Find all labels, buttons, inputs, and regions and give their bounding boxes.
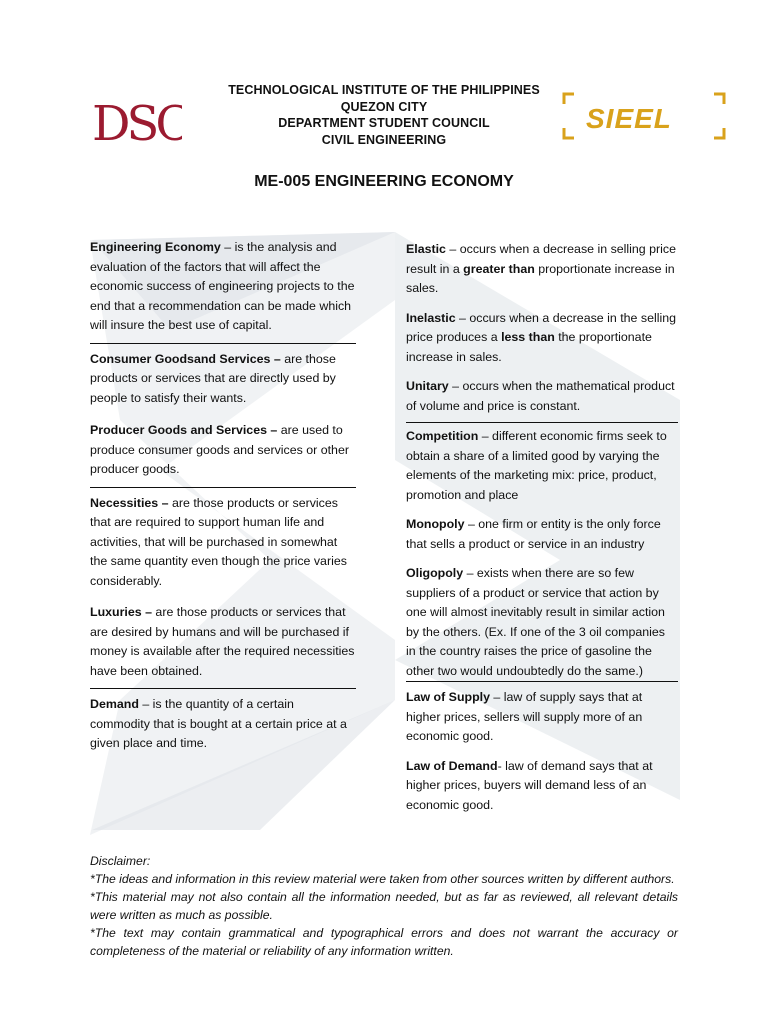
term-definition: – one firm or entity is the only force that sells a product or service in an industry bbox=[406, 517, 661, 551]
left-column bbox=[90, 238, 356, 754]
divider bbox=[90, 487, 356, 488]
disclaimer-line: *This material may not also contain all the information needed, but as far as reviewed, all relevant details were written as much as possible. bbox=[90, 890, 678, 922]
divider bbox=[90, 343, 356, 344]
term-label: Monopoly bbox=[406, 517, 465, 531]
divider bbox=[406, 681, 678, 682]
header-institute: TECHNOLOGICAL INSTITUTE OF THE PHILIPPINES bbox=[228, 83, 540, 97]
term-definition: – occurs when a decrease in the selling price produces a bbox=[406, 310, 676, 344]
term-label: Luxuries – bbox=[90, 605, 152, 619]
entry-law-of-demand bbox=[406, 757, 678, 816]
term-label: Engineering Economy bbox=[90, 240, 221, 254]
entry-oligopoly bbox=[406, 564, 678, 681]
disclaimer bbox=[90, 852, 678, 960]
disclaimer-line: *The ideas and information in this review material were taken from other sources written by different authors. bbox=[90, 872, 675, 886]
entry-luxuries bbox=[90, 603, 356, 681]
entry-necessities bbox=[90, 494, 356, 592]
term-definition: – is the analysis and evaluation of the factors that will affect the economic success of engineering projects to the end that a recommendation can be made which will insure the best use of capital. bbox=[90, 240, 355, 332]
term-label: Law of Demand bbox=[406, 758, 498, 773]
term-definition: are those products or services that are directly used by people to satisfy their wants. bbox=[90, 351, 336, 405]
term-definition: are used to produce consumer goods and services or other producer goods. bbox=[90, 423, 349, 476]
term-definition: – different economic firms seek to obtain a share of a limited good by varying the elements of the marketing mix: price, product, promotion and place bbox=[406, 429, 667, 502]
entry-inelastic bbox=[406, 309, 678, 368]
header-program: CIVIL ENGINEERING bbox=[321, 132, 447, 147]
entry-demand bbox=[90, 695, 356, 754]
term-definition: are those products or services that are required to support human life and activities, that will be purchased in somewhat the same quantity even though the price varies considerably. bbox=[90, 495, 347, 588]
term-definition: – occurs when a decrease in selling price result in a bbox=[406, 242, 676, 276]
institution-header bbox=[0, 82, 768, 148]
term-label: Law of Supply bbox=[406, 690, 490, 704]
entry-monopoly bbox=[406, 515, 678, 554]
term-label: Consumer Goodsand Services – bbox=[90, 351, 281, 366]
entry-competition bbox=[406, 427, 678, 505]
term-label: Unitary bbox=[406, 379, 449, 393]
term-label: Elastic bbox=[406, 242, 446, 256]
entry-engineering-economy bbox=[90, 238, 356, 336]
page-title: ME-005 ENGINEERING ECONOMY bbox=[254, 173, 514, 190]
term-definition: – law of supply says that at higher prices, sellers will supply more of an economic good. bbox=[406, 690, 643, 743]
entry-consumer-goods bbox=[90, 350, 356, 409]
header-department: DEPARTMENT STUDENT COUNCIL bbox=[278, 116, 490, 130]
term-definition: – occurs when the mathematical product of volume and price is constant. bbox=[406, 379, 675, 413]
term-definition: - law of demand says that at higher prices, buyers will demand less of an economic good. bbox=[406, 758, 653, 812]
term-label: Competition bbox=[406, 429, 479, 443]
divider bbox=[90, 688, 356, 689]
term-definition: are those products or services that are desired by humans and will be purchased if money is available after the required necessities have been obtained. bbox=[90, 605, 355, 678]
term-definition-end: the proportionate increase in sales. bbox=[406, 330, 652, 364]
term-definition: – exists when there are so few suppliers of a product or service that action by one will almost inevitably result in similar action by the others. (Ex. If one of the 3 oil companies in the country raises the price of gasoline the other two would undoubtedly do the same.) bbox=[406, 566, 665, 678]
term-label: Producer Goods and Services – bbox=[90, 423, 278, 437]
term-label: Inelastic bbox=[406, 310, 456, 325]
disclaimer-line: *The text may contain grammatical and typographical errors and does not warrant the accuracy or completeness of the material or reliability of any information written. bbox=[90, 926, 678, 958]
entry-producer-goods bbox=[90, 421, 356, 480]
term-label: Necessities – bbox=[90, 495, 169, 510]
term-emphasis: greater than bbox=[463, 261, 535, 276]
entry-unitary bbox=[406, 377, 678, 416]
dsc-logo-text: DSC bbox=[92, 96, 182, 150]
term-label: Oligopoly bbox=[406, 566, 464, 580]
right-column bbox=[406, 240, 678, 815]
sieel-logo-text: SIEEL bbox=[586, 103, 672, 134]
term-definition: – is the quantity of a certain commodity that is bought at a certain price at a given place and time. bbox=[90, 697, 347, 750]
disclaimer-heading: Disclaimer: bbox=[90, 854, 151, 868]
divider bbox=[406, 422, 678, 423]
term-definition-end: proportionate increase in sales. bbox=[406, 261, 675, 295]
term-label: Demand bbox=[90, 697, 139, 711]
entry-law-of-supply bbox=[406, 688, 678, 747]
entry-elastic bbox=[406, 240, 678, 299]
term-emphasis: less than bbox=[501, 330, 555, 344]
header-city: QUEZON CITY bbox=[340, 99, 428, 114]
